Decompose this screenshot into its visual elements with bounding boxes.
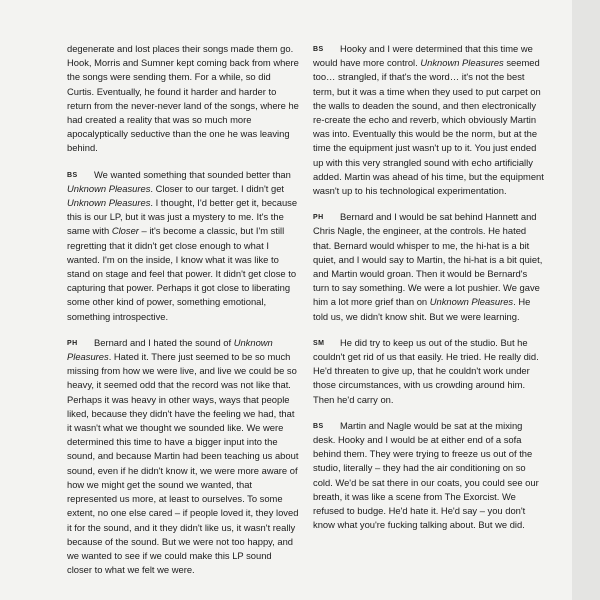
- interview-paragraph: [313, 336, 545, 407]
- paragraph-text: [67, 42, 299, 156]
- italic-title: Closer: [111, 225, 139, 237]
- paragraph-text: [67, 168, 299, 324]
- speaker-initials: PH: [313, 214, 324, 222]
- interview-paragraph: [67, 336, 299, 577]
- text-run: Bernard and I would be sat behind Hannett and Chris Nagle, the engineer, at the controls. He hated that. Bernard would whisper to me, the hi-hat is a bit quiet, and I would say to Martin, the hi-hat is a bit quiet, and Martin would groan. Then it would be Bernard's turn to say something. We were a lot pushier. We gave him a lot more grief than on: [313, 211, 543, 308]
- speaker-initials: BS: [313, 46, 324, 53]
- paragraph-text: [313, 419, 545, 533]
- text-run: Hooky and I were determined that this time we would have more control.: [313, 43, 533, 69]
- italic-title: Unknown Pleasures: [429, 296, 514, 308]
- interview-paragraph: [313, 419, 545, 533]
- interview-paragraph: [67, 42, 299, 156]
- text-run: seemed too… strangled, if that's the word… it's not the best term, but it was a time when they used to put carpet on the walls to deaden the sound, and then electronically re-create the echo and reverb, which obviously Martin was into. Eventually this would be the norm, but at the time the equipment just wasn't up to it. You just ended up with this very strangled sound with echo artificially added. Martin was ahead of his time, but the equipment wasn't up to his technological experimentation.: [313, 57, 544, 197]
- speaker-initials: BS: [313, 422, 324, 430]
- text-run: . Hated it. There just seemed to be so much missing from how we were live, and live we could be so heavy, it seemed odd that the record was not like that. Perhaps it was heavy in other ways, ways that people liked, because they didn't have the feeling we had, that it wasn't what we thought we sounded like. We were determined this time to have a bigger input into the sound, and because Martin had been teaching us about sound, even if he didn't know it, we were more aware of how we might get the sound we wanted, that represented us more, at least to ourselves. To some extent, no one else cared – if people loved it, they loved it for the sound, and it they didn't like us, it wasn't really because of the sound. But we were not too happy, and we wanted to see if we could make this LP sound closer to what we felt we were.: [67, 351, 299, 576]
- left-column: [67, 42, 299, 589]
- text-run: We wanted something that sounded better than: [94, 168, 291, 180]
- paragraph-text: [313, 210, 545, 324]
- text-run: – it's become a classic, but I'm still regretting that it didn't get close enough to what I wanted. I'm on the inside, I know what it was like to stand on stage and feel that power. It didn't get close to capturing that power. Perhaps it got close to liberating some other kind of power, something emotional, something introspective.: [67, 225, 297, 322]
- page-edge-shadow: [572, 0, 600, 600]
- text-run: degenerate and lost places their songs made them go. Hook, Morris and Sumner kept coming back from where the songs were sending them. For a while, so did Curtis. Eventually, he found it harder and harder to return from the never-never land of the songs, where he had created a reality that was so much more apocalyptically seductive than the one he was leaving behind.: [67, 43, 299, 154]
- italic-title: Unknown Pleasures: [67, 197, 151, 209]
- speaker-initials: BS: [67, 171, 78, 179]
- italic-title: Unknown Pleasures: [67, 182, 151, 194]
- text-run: Bernard and I hated the sound of: [94, 336, 234, 348]
- paragraph-text: [313, 336, 545, 407]
- interview-paragraph: [313, 42, 545, 198]
- italic-title: Unknown Pleasures: [420, 57, 504, 69]
- text-run: . He told us, we didn't know shit. But we were learning.: [313, 296, 531, 322]
- speaker-initials: SM: [313, 339, 325, 347]
- text-run: He did try to keep us out of the studio. But he couldn't get rid of us that easily. He tried. He really did. He'd threaten to give up, that he couldn't work under those circumstances, with us crowding around him. Then he'd carry on.: [313, 336, 539, 405]
- interview-paragraph: [67, 168, 299, 324]
- text-run: . I thought, I'd better get it, because this is our LP, but it was just a mystery to me. It's the same with: [67, 197, 298, 237]
- right-column: [313, 42, 545, 545]
- italic-title: Unknown Pleasures: [67, 336, 273, 363]
- interview-paragraph: [313, 210, 545, 324]
- paragraph-text: [313, 42, 545, 198]
- text-run: . Closer to our target. I didn't get: [150, 182, 285, 194]
- speaker-initials: PH: [67, 339, 78, 347]
- paragraph-text: [67, 336, 299, 577]
- text-run: Martin and Nagle would be sat at the mixing desk. Hooky and I would be at either end of a sofa behind them. They were trying to freeze us out of the studio, literally – they had the air conditioning on so cold. We'd be sat there in our coats, you could see our breath, it was like a scene from The Exorcist. We refused to budge. He'd hate it. He'd say – you don't know what you're fucking talking about. But we did.: [313, 419, 539, 531]
